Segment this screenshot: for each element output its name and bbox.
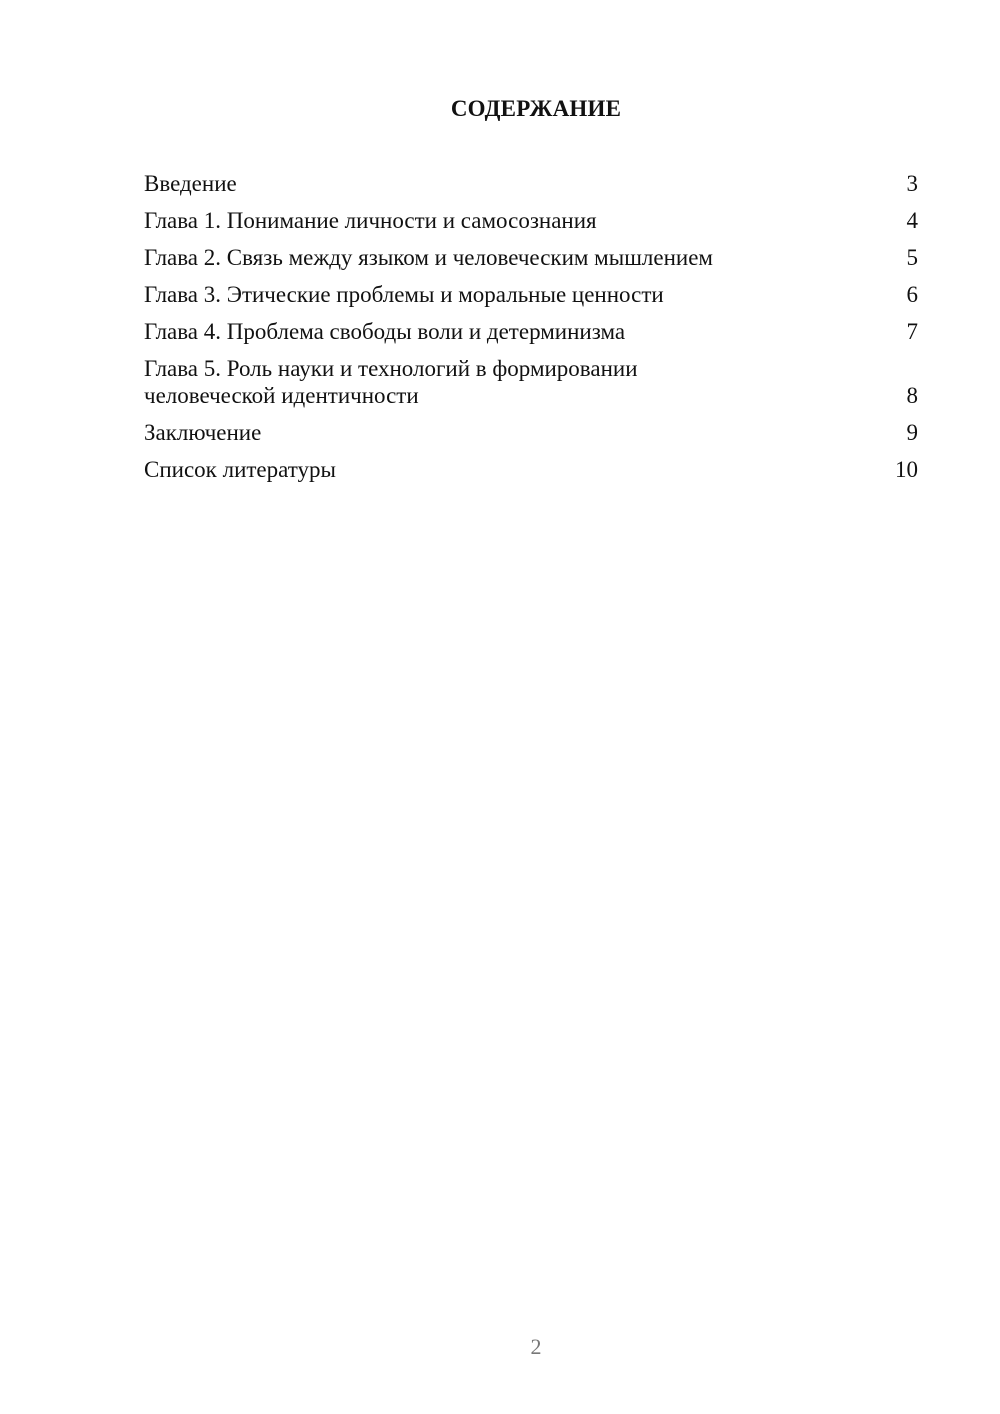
toc-item-chapter-5 [144, 355, 918, 409]
toc-page-number: 10 [895, 457, 918, 482]
toc-item-chapter-2 [144, 244, 918, 271]
toc-entry-label: Список литературы [144, 457, 336, 482]
toc-entry-label: Глава 1. Понимание личности и самосознания [144, 208, 597, 233]
page-number: 2 [530, 1334, 542, 1359]
page-title: СОДЕРЖАНИЕ [450, 96, 622, 121]
toc-page-number: 7 [906, 319, 918, 344]
toc-entry-label: Глава 2. Связь между языком и человеческим мышлением [144, 245, 713, 270]
toc-entry-label: Глава 4. Проблема свободы воли и детерминизма [144, 319, 626, 344]
toc-page-number: 3 [906, 171, 918, 196]
toc-page-number: 8 [906, 383, 918, 408]
toc-entry-label: Глава 3. Этические проблемы и моральные ценности [144, 282, 664, 307]
toc-page-number: 5 [906, 245, 918, 270]
toc-item-chapter-3 [144, 281, 918, 308]
toc-entry-label: Заключение [144, 420, 262, 445]
toc-item-chapter-4 [144, 318, 918, 345]
toc-item-introduction [144, 170, 918, 197]
toc-page-number: 6 [906, 282, 918, 307]
toc-item-conclusion [144, 419, 918, 446]
toc-entry-label: Введение [144, 171, 237, 196]
toc-item-references [144, 456, 918, 483]
toc-entry-label: Глава 5. Роль науки и технологий в формировании человеческой идентичности [144, 356, 638, 408]
toc-item-chapter-1 [144, 207, 918, 234]
toc-page-number: 4 [906, 208, 918, 233]
table-of-contents [144, 170, 918, 493]
toc-page-number: 9 [906, 420, 918, 445]
